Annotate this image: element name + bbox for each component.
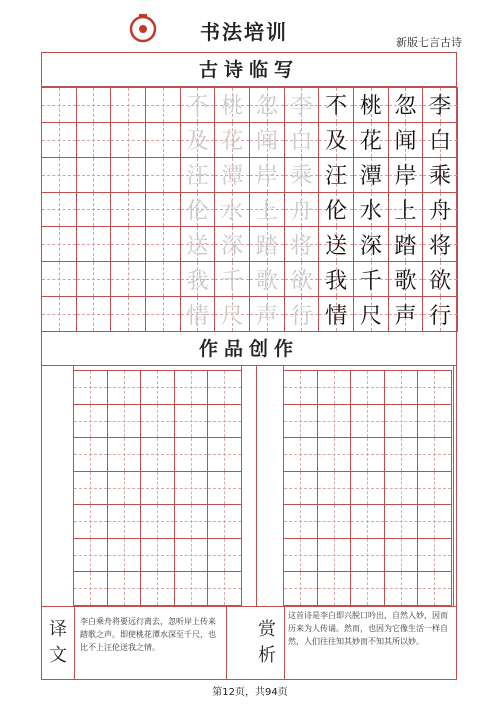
creation-cell: [350, 471, 385, 506]
practice-cell: [214, 261, 250, 297]
practice-cell: [145, 157, 181, 193]
poem-character: 深: [359, 233, 382, 259]
creation-cell: [417, 370, 452, 405]
practice-cell: [249, 226, 285, 262]
creation-cell: [140, 471, 175, 506]
creation-cell: [417, 538, 452, 573]
poem-character: 欲: [429, 268, 452, 294]
creation-cell: [317, 471, 352, 506]
practice-cell: [353, 296, 389, 332]
creation-cell: [350, 504, 385, 539]
creation-cell: [207, 370, 242, 405]
creation-cell: [107, 571, 142, 606]
practice-cell: [214, 296, 250, 332]
practice-cell: [284, 157, 320, 193]
creation-cell: [73, 471, 108, 506]
practice-cell: [388, 296, 424, 332]
trace-character: 忽: [255, 94, 278, 120]
practice-cell: [145, 296, 181, 332]
creation-cell: [73, 404, 108, 439]
trace-character: 汪: [186, 164, 209, 190]
practice-cell: [180, 122, 216, 158]
practice-cell: [214, 157, 250, 193]
practice-cell: [318, 157, 354, 193]
poem-character: 行: [429, 303, 452, 329]
practice-cell: [41, 296, 77, 332]
creation-cell: [283, 504, 318, 539]
appreciation-label: 赏 析: [258, 619, 276, 666]
notes-panel: [41, 606, 457, 680]
creation-cell: [140, 538, 175, 573]
trace-character: 伦: [186, 198, 209, 224]
trace-character: 潭: [221, 164, 244, 190]
trace-character: 情: [186, 303, 209, 329]
creation-cell: [73, 504, 108, 539]
practice-cell: [318, 122, 354, 158]
page-title: 书法培训: [200, 20, 288, 44]
practice-cell: [422, 261, 458, 297]
poem-character: 闻: [394, 129, 417, 155]
creation-cell: [140, 571, 175, 606]
poem-character: 潭: [359, 164, 382, 190]
practice-cell: [353, 261, 389, 297]
creation-cell: [417, 437, 452, 472]
creation-cell: [140, 370, 175, 405]
poem-character: 乘: [429, 164, 452, 190]
poem-character: 歌: [394, 268, 417, 294]
creation-cell: [283, 538, 318, 573]
creation-cell: [174, 538, 209, 573]
practice-cell: [145, 192, 181, 228]
poem-character: 踏: [394, 233, 417, 259]
creation-cell: [384, 504, 419, 539]
poem-character: 水: [359, 198, 382, 224]
creation-cell: [317, 504, 352, 539]
creation-cell: [350, 404, 385, 439]
poem-character: 送: [325, 233, 348, 259]
practice-cell: [110, 296, 146, 332]
practice-cell: [422, 192, 458, 228]
edition-label: 新版七言古诗: [396, 36, 462, 49]
trace-character: 歌: [255, 268, 278, 294]
trace-character: 闻: [255, 129, 278, 155]
poem-character: 舟: [429, 198, 452, 224]
trace-character: 及: [186, 129, 209, 155]
trace-character: 将: [290, 233, 313, 259]
practice-cell: [388, 122, 424, 158]
trace-character: 声: [255, 303, 278, 329]
trace-character: 花: [221, 129, 244, 155]
practice-cell: [353, 192, 389, 228]
practice-cell: [76, 296, 112, 332]
practice-cell: [145, 226, 181, 262]
creation-cell: [350, 370, 385, 405]
practice-cell: [284, 87, 320, 123]
practice-cell: [353, 87, 389, 123]
practice-cell: [76, 192, 112, 228]
poem-character: 上: [394, 198, 417, 224]
poem-character: 声: [394, 303, 417, 329]
creation-cell: [384, 437, 419, 472]
column-rule: [41, 366, 42, 606]
practice-cell: [388, 192, 424, 228]
creation-cell: [140, 437, 175, 472]
creation-cell: [73, 437, 108, 472]
practice-cell: [214, 122, 250, 158]
creation-grid: [41, 366, 457, 606]
practice-cell: [180, 192, 216, 228]
practice-cell: [422, 226, 458, 262]
poem-character: 千: [359, 268, 382, 294]
practice-cell: [214, 87, 250, 123]
section-heading-copy: 古诗临写: [41, 52, 457, 87]
practice-cell: [180, 87, 216, 123]
trace-character: 我: [186, 268, 209, 294]
creation-cell: [107, 504, 142, 539]
creation-cell: [417, 404, 452, 439]
practice-cell: [284, 261, 320, 297]
trace-character: 行: [290, 303, 313, 329]
practice-cell: [249, 122, 285, 158]
trace-character: 尺: [221, 303, 244, 329]
practice-cell: [180, 157, 216, 193]
creation-cell: [350, 538, 385, 573]
practice-cell: [353, 226, 389, 262]
practice-cell: [249, 157, 285, 193]
practice-cell: [145, 261, 181, 297]
practice-cell: [145, 87, 181, 123]
poem-character: 李: [429, 94, 452, 120]
creation-cell: [317, 370, 352, 405]
practice-cell: [41, 261, 77, 297]
practice-cell: [41, 122, 77, 158]
practice-cell: [214, 226, 250, 262]
creation-cell: [174, 471, 209, 506]
practice-cell: [284, 296, 320, 332]
practice-cell: [76, 261, 112, 297]
practice-cell: [284, 122, 320, 158]
column-rule: [453, 366, 454, 606]
poem-character: 情: [325, 303, 348, 329]
practice-cell: [284, 226, 320, 262]
creation-cell: [107, 437, 142, 472]
practice-cell: [353, 122, 389, 158]
practice-cell: [110, 226, 146, 262]
creation-cell: [140, 404, 175, 439]
practice-cell: [110, 192, 146, 228]
creation-cell: [384, 571, 419, 606]
practice-cell: [422, 157, 458, 193]
creation-cell: [107, 538, 142, 573]
translation-text: 李白乘舟将要远行离去，忽听岸上传来踏歌之声。即使桃花潭水深至千尺，也比不上汪伦送我之情。: [80, 617, 216, 652]
practice-grid: [41, 87, 457, 331]
creation-cell: [283, 404, 318, 439]
creation-cell: [317, 538, 352, 573]
creation-cell: [107, 471, 142, 506]
practice-cell: [249, 87, 285, 123]
appreciation-text: 这首诗是李白即兴脱口吟出，自然入妙，因而历来为人传诵。然而，也因为它像生活一样自然，人们往往知其妙而不知其所以妙。: [288, 611, 448, 646]
poem-character: 忽: [394, 94, 417, 120]
practice-cell: [110, 261, 146, 297]
practice-cell: [76, 157, 112, 193]
trace-character: 李: [290, 94, 313, 120]
creation-cell: [350, 571, 385, 606]
creation-cell: [207, 571, 242, 606]
practice-cell: [41, 157, 77, 193]
poem-character: 伦: [325, 198, 348, 224]
creation-cell: [283, 471, 318, 506]
creation-cell: [107, 370, 142, 405]
creation-cell: [384, 538, 419, 573]
trace-character: 不: [186, 94, 209, 120]
practice-cell: [318, 261, 354, 297]
trace-character: 深: [221, 233, 244, 259]
creation-cell: [107, 404, 142, 439]
creation-cell: [174, 437, 209, 472]
creation-cell: [73, 538, 108, 573]
practice-cell: [145, 122, 181, 158]
practice-cell: [388, 87, 424, 123]
creation-cell: [174, 404, 209, 439]
practice-cell: [422, 87, 458, 123]
logo-icon: [128, 14, 158, 44]
practice-cell: [110, 122, 146, 158]
creation-cell: [384, 471, 419, 506]
practice-cell: [110, 87, 146, 123]
trace-character: 乘: [290, 164, 313, 190]
trace-character: 上: [255, 198, 278, 224]
creation-cell: [207, 471, 242, 506]
creation-cell: [283, 370, 318, 405]
practice-cell: [76, 122, 112, 158]
creation-cell: [384, 404, 419, 439]
creation-cell: [317, 404, 352, 439]
poem-character: 及: [325, 129, 348, 155]
practice-cell: [318, 226, 354, 262]
practice-cell: [180, 261, 216, 297]
practice-cell: [180, 226, 216, 262]
practice-cell: [41, 226, 77, 262]
practice-cell: [422, 122, 458, 158]
creation-cell: [317, 571, 352, 606]
trace-character: 桃: [221, 94, 244, 120]
section-heading-create: 作品创作: [41, 331, 457, 366]
poem-character: 将: [429, 233, 452, 259]
creation-cell: [140, 504, 175, 539]
trace-character: 岸: [255, 164, 278, 190]
creation-cell: [417, 471, 452, 506]
creation-cell: [350, 437, 385, 472]
creation-cell: [317, 437, 352, 472]
practice-cell: [214, 192, 250, 228]
creation-cell: [174, 370, 209, 405]
practice-cell: [249, 192, 285, 228]
creation-cell: [207, 538, 242, 573]
practice-cell: [76, 87, 112, 123]
practice-cell: [318, 296, 354, 332]
trace-character: 踏: [255, 233, 278, 259]
practice-cell: [422, 296, 458, 332]
practice-cell: [318, 87, 354, 123]
poem-character: 白: [429, 129, 452, 155]
poem-character: 汪: [325, 164, 348, 190]
creation-cell: [207, 504, 242, 539]
creation-cell: [207, 404, 242, 439]
trace-character: 水: [221, 198, 244, 224]
trace-character: 舟: [290, 198, 313, 224]
trace-character: 送: [186, 233, 209, 259]
practice-cell: [249, 261, 285, 297]
page-number: 第12页，共94页: [212, 687, 288, 698]
practice-cell: [41, 87, 77, 123]
practice-cell: [284, 192, 320, 228]
poem-character: 尺: [359, 303, 382, 329]
practice-cell: [388, 261, 424, 297]
poem-character: 我: [325, 268, 348, 294]
creation-cell: [73, 571, 108, 606]
translation-label: 译 文: [49, 619, 67, 666]
creation-cell: [283, 571, 318, 606]
trace-character: 白: [290, 129, 313, 155]
creation-cell: [283, 437, 318, 472]
creation-cell: [417, 571, 452, 606]
practice-cell: [110, 157, 146, 193]
poem-character: 岸: [394, 164, 417, 190]
poem-character: 花: [359, 129, 382, 155]
creation-cell: [417, 504, 452, 539]
column-rule: [256, 366, 257, 606]
practice-cell: [353, 157, 389, 193]
practice-cell: [180, 296, 216, 332]
practice-cell: [388, 226, 424, 262]
practice-cell: [76, 226, 112, 262]
creation-cell: [174, 504, 209, 539]
creation-cell: [73, 370, 108, 405]
practice-cell: [318, 192, 354, 228]
trace-character: 千: [221, 268, 244, 294]
practice-cell: [249, 296, 285, 332]
practice-cell: [41, 192, 77, 228]
practice-cell: [388, 157, 424, 193]
trace-character: 欲: [290, 268, 313, 294]
creation-cell: [207, 437, 242, 472]
creation-cell: [174, 571, 209, 606]
poem-character: 桃: [359, 94, 382, 120]
poem-character: 不: [325, 94, 348, 120]
creation-cell: [384, 370, 419, 405]
